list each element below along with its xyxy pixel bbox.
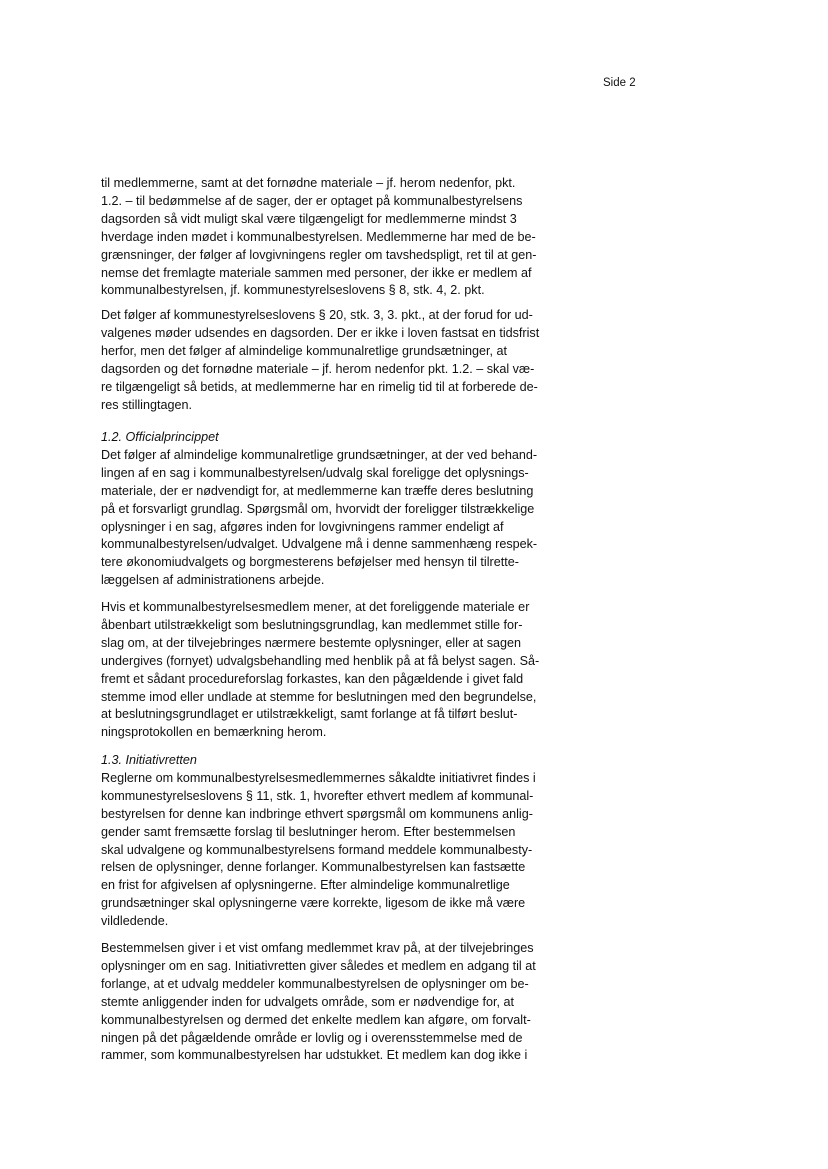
text-line: 1.2. – til bedømmelse af de sager, der er optaget på kommunalbestyrelsens [101,193,523,208]
text-line: res stillingtagen. [101,397,193,412]
text-line: dagsorden så vidt muligt skal være tilgængeligt for medlemmerne mindst 3 [101,211,517,226]
text-line: oplysninger om en sag. Initiativretten giver således et medlem en adgang til at [101,958,536,973]
paragraph-1 [101,175,571,300]
text-line: stemte anliggender inden for udvalgets område, som er nødvendige for, at [101,994,515,1009]
text-line: forlange, at et udvalg meddeler kommunalbestyrelsen de oplysninger om be- [101,976,529,991]
text-line: en frist for afgivelsen af oplysningerne. Efter almindelige kommunalretlige [101,878,510,893]
text-line: gender samt fremsætte forslag til beslutninger herom. Efter bestemmelsen [101,824,516,839]
text-line: tere økonomiudvalgets og borgmesterens beføjelser med hensyn til tilrette- [101,555,519,570]
text-line: til medlemmerne, samt at det fornødne materiale – jf. herom nedenfor, pkt. [101,176,516,190]
text-line: dagsorden og det fornødne materiale – jf. herom nedenfor pkt. 1.2. – skal væ- [101,361,535,376]
text-line: kommunalbestyrelsen og dermed det enkelte medlem kan afgøre, om forvalt- [101,1012,531,1027]
text-line: relsen de oplysninger, denne forlanger. Kommunalbestyrelsen kan fastsætte [101,860,526,875]
text-line: Reglerne om kommunalbestyrelsesmedlemmernes såkaldte initiativret findes i [101,770,536,785]
paragraph-2 [101,307,571,414]
section-1-2 [101,429,571,590]
text-line: vildledende. [101,914,169,929]
text-line: Bestemmelsen giver i et vist omfang medlemmet krav på, at der tilvejebringes [101,941,534,955]
text-line: på et forsvarligt grundlag. Spørgsmål om, hvorvidt der foreligger tilstrækkelige [101,501,535,516]
text-line: herfor, men det følger af almindelige kommunalretlige grundsætninger, at [101,343,508,358]
text-line: stemme imod eller undlade at stemme for beslutningen med den begrundelse, [101,689,537,704]
text-line: valgenes møder udsendes en dagsorden. Der er ikke i loven fastsat en tidsfrist [101,325,540,340]
text-line: rammer, som kommunalbestyrelsen har udstukket. Et medlem kan dog ikke i [101,1048,528,1063]
text-line: kommunestyrelseslovens § 11, stk. 1, hvorefter ethvert medlem af kommunal- [101,788,534,803]
text-line: at beslutningsgrundlaget er utilstrækkeligt, samt forlange at få tilført beslut- [101,707,518,722]
text-line: re tilgængeligt så betids, at medlemmerne har en rimelig tid til at forberede de- [101,379,538,394]
text-line: Det følger af kommunestyrelseslovens § 20, stk. 3, 3. pkt., at der forud for ud- [101,308,533,322]
text-line: nemse det fremlagte materiale sammen med personer, der ikke er medlem af [101,265,532,280]
text-line: kommunalbestyrelsen, jf. kommunestyrelseslovens § 8, stk. 4, 2. pkt. [101,283,485,298]
text-line: Det følger af almindelige kommunalretlige grundsætninger, at der ved behand- [101,447,538,462]
text-line: skal udvalgene og kommunalbestyrelsens formand meddele kommunalbesty- [101,842,533,857]
text-line: læggelsen af administrationens arbejde. [101,573,325,588]
text-line: ningen på det pågældende område er lovlig og i overensstemmelse med de [101,1030,523,1045]
text-line: ningsprotokollen en bemærkning herom. [101,725,327,740]
text-line: oplysninger i en sag, afgøres inden for lovgivningens rammer endeligt af [101,519,504,534]
section-heading: 1.2. Officialprincippet [101,430,219,444]
text-line: undergives (fornyet) udvalgsbehandling med henblik på at få belyst sagen. Så- [101,653,540,668]
text-line: slag om, at der tilvejebringes nærmere bestemte oplysninger, eller at sagen [101,635,522,650]
text-line: lingen af en sag i kommunalbestyrelsen/udvalg skal foreligge det oplysnings- [101,465,529,480]
text-line: grundsætninger skal oplysningerne være korrekte, ligesom de ikke må være [101,896,526,911]
text-line: kommunalbestyrelsen/udvalget. Udvalgene må i denne sammenhæng respek- [101,537,538,552]
text-line: hverdage inden mødet i kommunalbestyrelsen. Medlemmerne har med de be- [101,229,536,244]
paragraph-6 [101,940,571,1065]
text-line: fremt et sådant procedureforslag forkastes, kan den pågældende i givet fald [101,671,524,686]
section-heading: 1.3. Initiativretten [101,753,197,767]
text-line: materiale, der er nødvendigt for, at medlemmerne kan træffe deres beslutning [101,483,534,498]
paragraph-4 [101,599,571,742]
page-number: Side 2 [603,77,636,89]
text-line: åbenbart utilstrækkeligt som beslutningsgrundlag, kan medlemmet stille for- [101,617,523,632]
section-1-3 [101,752,571,931]
text-line: Hvis et kommunalbestyrelsesmedlem mener, at det foreliggende materiale er [101,600,530,614]
text-line: bestyrelsen for denne kan indbringe ethvert spørgsmål om kommunens anlig- [101,806,533,821]
text-line: grænsninger, der følger af lovgivningens regler om tavshedspligt, ret til at gen- [101,247,537,262]
